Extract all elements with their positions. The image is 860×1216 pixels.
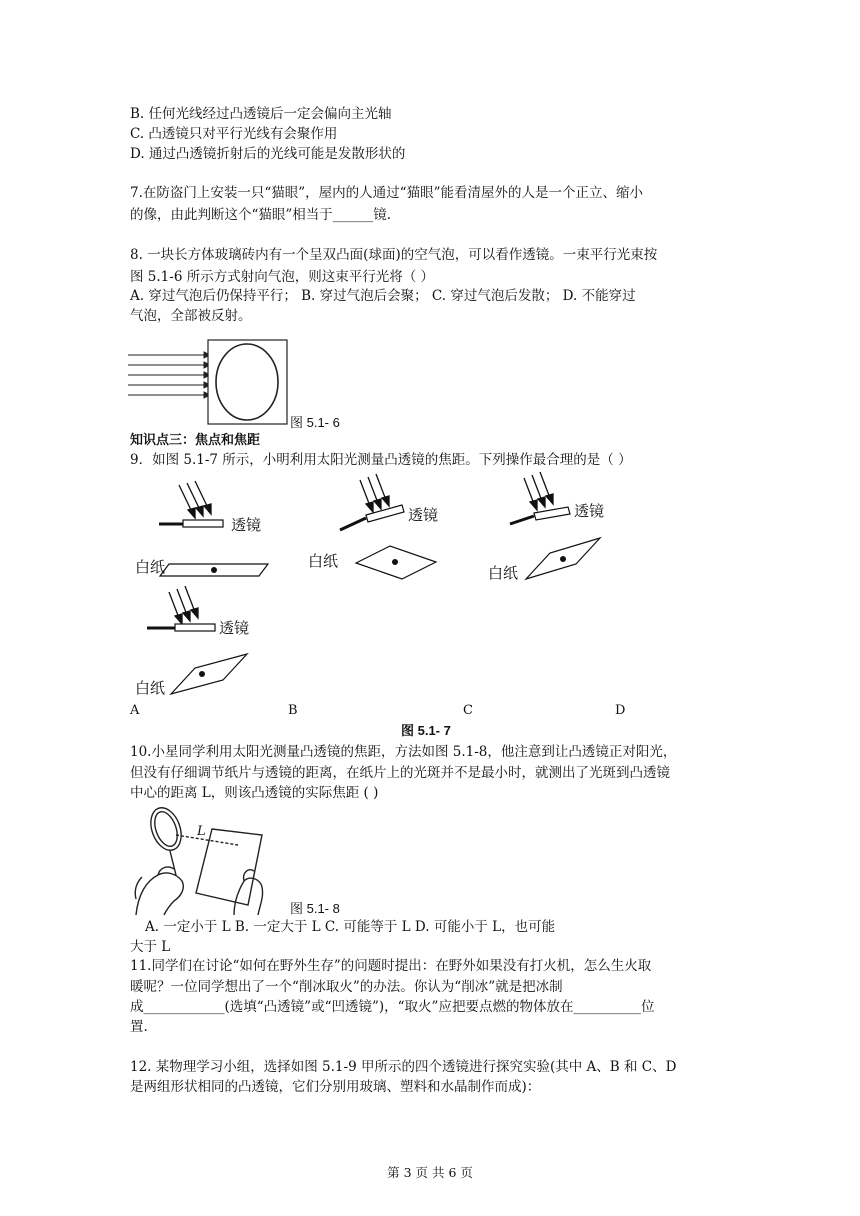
q10-options-line-1: A. 一定小于 L B. 一定大于 L C. 可能等于 L D. 可能小于 L，也可能: [145, 919, 556, 935]
distance-label: L: [197, 824, 206, 839]
q7-line-2: 的像，由此判断这个“猫眼”相当于______镜.: [130, 207, 392, 223]
q8-line-4: 气泡，全部被反射。: [130, 308, 252, 324]
q6-option-b: B. 任何光线经过凸透镜后一定会偏向主光轴: [130, 106, 392, 122]
lens-label: 透镜: [219, 619, 250, 637]
q6-option-d: D. 通过凸透镜折射后的光线可能是发散形状的: [130, 146, 406, 162]
lens-label: 透镜: [408, 506, 439, 524]
paper-label: 白纸: [308, 552, 339, 570]
q6-option-c: C. 凸透镜只对平行光线有会聚作用: [130, 126, 338, 142]
q12-line-1: 12. 某物理学习小组，选择如图 5.1-9 甲所示的四个透镜进行探究实验(其中 A、B 和 C、D: [130, 1059, 677, 1075]
sunlight-rays-icon: [360, 474, 389, 512]
light-spot: [211, 567, 217, 573]
q12-line-2: 是两组形状相同的凸透镜，它们分别用玻璃、塑料和水晶制作而成)：: [130, 1079, 541, 1095]
lens: [183, 520, 223, 527]
q7-line-1: 7.在防盗门上安装一只“猫眼”，屋内的人通过“猫眼”能看清屋外的人是一个正立、缩小: [130, 185, 643, 201]
sunlight-rays-icon: [169, 586, 198, 624]
distance-line: [176, 835, 238, 845]
sunlight-rays-icon: [179, 481, 211, 518]
figure-5-1-6: [128, 338, 288, 428]
q11-line-3: 成____________(选填“凸透镜”或“凹透镜”)，“取火”应把要点燃的物体放在__________位: [130, 999, 655, 1015]
lens-handle: [340, 518, 366, 530]
magnifier-handle: [170, 851, 176, 875]
q9-option-a: A: [130, 703, 140, 718]
page-number-footer: 第 3 页 共 6 页: [387, 1165, 473, 1180]
q10-options-line-2: 大于 L: [130, 939, 171, 955]
q9-option-d: D: [615, 703, 626, 718]
q11-line-2: 暖呢？一位同学想出了一个“削冰取火”的办法。你认为“削冰”就是把冰制: [130, 979, 563, 995]
left-hand: [136, 873, 183, 915]
figure-5-1-6-caption: 图 5.1- 6: [290, 415, 340, 430]
q9-option-b: B: [288, 703, 298, 718]
lens: [534, 507, 570, 520]
lens: [175, 624, 215, 631]
lens-label: 透镜: [574, 502, 605, 520]
light-spot: [392, 559, 398, 565]
lens-label: 透镜: [231, 516, 262, 534]
figure-5-1-7-panel-b: [308, 474, 458, 584]
figure-5-1-7-panel-a: [135, 480, 275, 590]
q8-line-3: A. 穿过气泡后仍保持平行； B. 穿过气泡后会聚； C. 穿过气泡后发散； D. 不能穿过: [130, 288, 636, 304]
q11-line-1: 11.同学们在讨论“如何在野外生存”的问题时提出：在野外如果没有打火机，怎么生火取: [130, 958, 652, 974]
sunlight-rays-icon: [524, 472, 553, 510]
figure-5-1-7-panel-c: [488, 472, 638, 587]
white-paper: [171, 654, 247, 694]
light-spot: [560, 556, 566, 562]
q9-line-1: 9．如图 5.1-7 所示，小明利用太阳光测量凸透镜的焦距。下列操作最合理的是（ ）: [130, 452, 632, 468]
figure-5-1-7-panel-d: [135, 586, 265, 701]
q8-line-2: 图 5.1-6 所示方式射向气泡，则这束平行光将（ ）: [130, 269, 434, 285]
paper-label: 白纸: [135, 558, 166, 576]
right-hand: [234, 878, 263, 915]
q10-line-2: 但没有仔细调节纸片与透镜的距离，在纸片上的光斑并不是最小时，就测出了光斑到凸透镜: [130, 765, 670, 781]
figure-5-1-8-caption: 图 5.1- 8: [290, 901, 340, 916]
figure-5-1-8: [130, 805, 270, 915]
figure-5-1-7-caption: 图 5.1- 7: [401, 723, 451, 738]
magnifier-lens: [145, 804, 186, 855]
q11-line-4: 置.: [130, 1019, 148, 1035]
q9-option-c: C: [463, 703, 473, 718]
parallel-light-rays: [128, 352, 210, 398]
air-bubble: [216, 344, 278, 420]
q10-line-1: 10.小星同学利用太阳光测量凸透镜的焦距，方法如图 5.1-8，他注意到让凸透镜正对阳光，: [130, 744, 677, 760]
q10-line-3: 中心的距离 L，则该凸透镜的实际焦距 ( ): [130, 785, 379, 801]
paper-label: 白纸: [488, 564, 519, 582]
q8-line-1: 8. 一块长方体玻璃砖内有一个呈双凸面(球面)的空气泡，可以看作透镜。一束平行光束按: [130, 247, 658, 263]
section-heading: 知识点三：焦点和焦距: [130, 433, 261, 448]
lens-handle: [510, 516, 534, 524]
paper-label: 白纸: [135, 679, 166, 697]
light-spot: [199, 671, 205, 677]
